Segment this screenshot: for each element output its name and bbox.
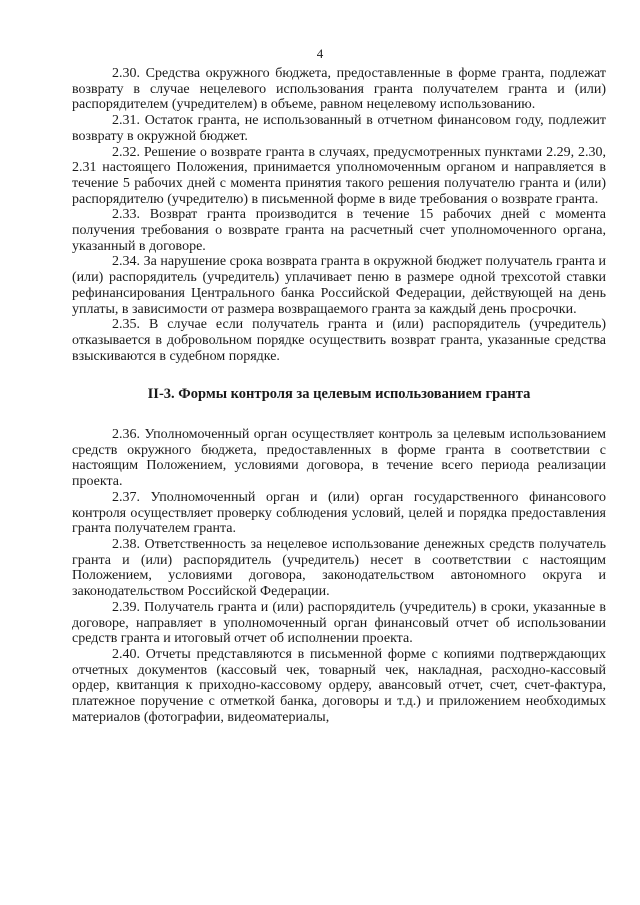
paragraph-2-32: 2.32. Решение о возврате гранта в случаях, предусмотренных пунктами 2.29, 2.30, 2.31 настоящего Положения, принимается уполномоченным органом и направляется в течение 5 рабочих дней с момента принятия такого решения получателю гранта и (или) распорядителю (учредителю) в письменной форме в виде требования о возврате гранта. (72, 144, 606, 207)
paragraph-2-37: 2.37. Уполномоченный орган и (или) орган государственного финансового контроля осуществляет проверку соблюдения условий, целей и порядка предоставления гранта получателем гранта. (72, 489, 606, 537)
paragraph-2-30: 2.30. Средства окружного бюджета, предоставленные в форме гранта, подлежат возврату в случае нецелевого использования гранта получателем гранта и (или) распорядителем (учредителем) в объеме, равном нецелевому использованию. (72, 66, 606, 113)
page-number: 4 (316, 46, 324, 61)
paragraph-2-31: 2.31. Остаток гранта, не использованный в отчетном финансовом году, подлежит возврату в окружной бюджет. (72, 113, 606, 144)
paragraph-2-38: 2.38. Ответственность за нецелевое использование денежных средств получатель гранта и (или) распорядитель (учредитель) несет в соответствии с настоящим Положением, условиями договора, законодательством автономного округа и законодательством Российской Федерации. (72, 536, 606, 600)
paragraph-2-40: 2.40. Отчеты представляются в письменной форме с копиями подтверждающих отчетных документов (кассовый чек, товарный чек, накладная, расходно-кассовый ордер, квитанция к приходно-кассовому ордеру, авансовый отчет, счет, счет-фактура, платежное поручение с отметкой банка, договоры и т.д.) и приложением необходимых материалов (фотографии, видеоматериалы, (72, 646, 606, 725)
paragraph-2-33: 2.33. Возврат гранта производится в течение 15 рабочих дней с момента получения требования о возврате гранта на расчетный счет уполномоченного органа, указанный в договоре. (72, 207, 606, 254)
document-body (72, 66, 606, 725)
section-heading: II-3. Формы контроля за целевым использованием гранта (147, 386, 531, 403)
paragraph-2-36: 2.36. Уполномоченный орган осуществляет контроль за целевым использованием средств окружного бюджета, предоставленных в форме гранта в соответствии с настоящим Положением, условиями договора, в течение всего периода реализации проекта. (72, 427, 606, 490)
paragraph-2-39: 2.39. Получатель гранта и (или) распорядитель (учредитель) в сроки, указанные в договоре, направляет в уполномоченный орган финансовый отчет об использовании средств гранта и итоговый отчет об исполнении проекта. (72, 599, 606, 647)
paragraph-2-35: 2.35. В случае если получатель гранта и (или) распорядитель (учредитель) отказывается в добровольном порядке осуществить возврат гранта, указанные средства взыскиваются в судебном порядке. (72, 317, 606, 364)
paragraph-2-34: 2.34. За нарушение срока возврата гранта в окружной бюджет получатель гранта и (или) распорядитель (учредитель) уплачивает пеню в размере одной трехсотой ставки рефинансирования Центрального банка Российской Федерации, действующей на день уплаты, в зависимости от размера возвращаемого гранта за каждый день просрочки. (72, 254, 606, 317)
